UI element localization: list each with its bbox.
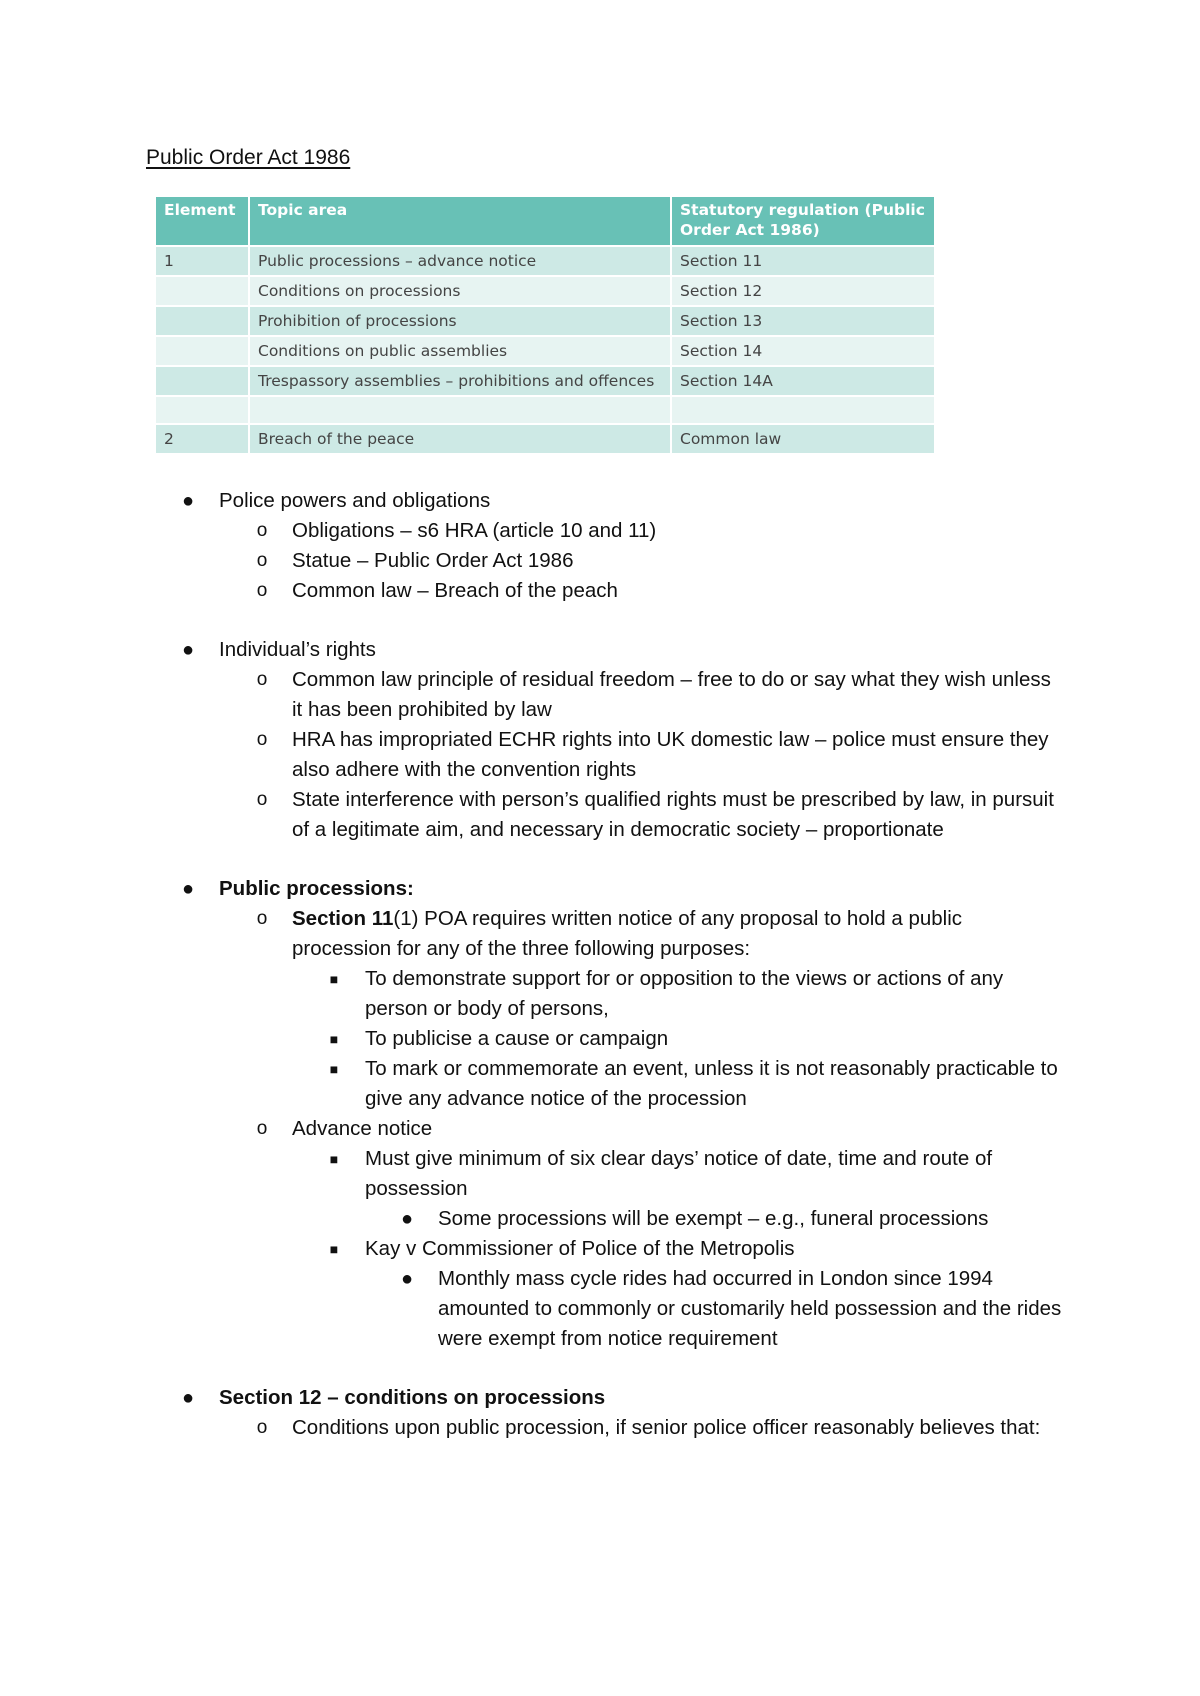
- list-item: [0, 546, 1065, 576]
- cell-topic: Prohibition of processions: [250, 307, 670, 335]
- cell-regulation: Section 13: [672, 307, 934, 335]
- list-item: [0, 665, 1065, 725]
- cell-element: [156, 307, 248, 335]
- list-item: [0, 516, 1065, 546]
- list-item-text: Common law principle of residual freedom – free to do or say what they wish unless it has been prohibited by law: [292, 668, 1051, 721]
- list-item: [0, 1054, 1065, 1114]
- header-element: Element: [156, 197, 248, 245]
- list-item-text: To publicise a cause or campaign: [365, 1027, 669, 1050]
- cell-element: [156, 277, 248, 305]
- list-item: [0, 486, 1200, 516]
- table-row: [156, 277, 934, 305]
- page-title: Public Order Act 1986: [146, 146, 351, 169]
- bullet-dot-icon: ●: [181, 490, 195, 512]
- bullet-dot-icon: ●: [400, 1268, 414, 1290]
- bullet-square-icon: ■: [329, 1241, 339, 1257]
- section-12-heading: Section 12 – conditions on processions: [219, 1386, 606, 1409]
- cell-element: [156, 337, 248, 365]
- bullet-circle-icon: o: [256, 580, 268, 601]
- table-header-row: [156, 197, 934, 245]
- cell-element: [156, 397, 248, 423]
- section-11-text: (1) POA requires written notice of any proposal to hold a public procession for any of the three following purposes:: [292, 907, 963, 960]
- table-row: [156, 247, 934, 275]
- bullet-circle-icon: o: [256, 789, 268, 810]
- cell-regulation: [672, 397, 934, 423]
- list-item: [0, 874, 1200, 904]
- cell-topic: Conditions on public assemblies: [250, 337, 670, 365]
- bullet-dot-icon: ●: [181, 878, 195, 900]
- list-item-text: Advance notice: [292, 1117, 433, 1140]
- list-item: [0, 785, 1065, 845]
- list-item-text: HRA has impropriated ECHR rights into UK domestic law – police must ensure they also adhere with the convention rights: [292, 728, 1049, 781]
- list-item-text: Some processions will be exempt – e.g., funeral processions: [438, 1207, 989, 1230]
- case-name: Kay v Commissioner of Police of the Metropolis: [365, 1237, 795, 1260]
- list-item-text: Conditions upon public procession, if senior police officer reasonably believes that:: [292, 1416, 1041, 1439]
- spacer: [0, 845, 1200, 874]
- header-statutory-regulation: Statutory regulation (Public Order Act 1986): [672, 197, 934, 245]
- bullet-circle-icon: o: [256, 550, 268, 571]
- list-item: [0, 1024, 1065, 1054]
- list-item-text: Common law – Breach of the peach: [292, 579, 618, 602]
- table-row: [156, 425, 934, 453]
- bullet-square-icon: ■: [329, 971, 339, 987]
- notes-list: [0, 486, 1200, 1443]
- spacer: [0, 1354, 1200, 1383]
- list-item-text: To demonstrate support for or opposition to the views or actions of any person or body of persons,: [365, 967, 1004, 1020]
- bullet-dot-icon: ●: [181, 639, 195, 661]
- cell-regulation: Section 14A: [672, 367, 934, 395]
- cell-regulation: Section 14: [672, 337, 934, 365]
- list-item-text: Monthly mass cycle rides had occurred in London since 1994 amounted to commonly or customarily held possession and the rides were exempt from notice requirement: [438, 1267, 1062, 1350]
- header-topic-area: Topic area: [250, 197, 670, 245]
- table-row: [156, 337, 934, 365]
- bullet-circle-icon: o: [256, 1417, 268, 1438]
- table-row-empty: [156, 397, 934, 423]
- list-item-text: Must give minimum of six clear days’ notice of date, time and route of possession: [365, 1147, 993, 1200]
- list-item-text: State interference with person’s qualified rights must be prescribed by law, in pursuit of a legitimate aim, and necessary in democratic society – proportionate: [292, 788, 1054, 841]
- cell-topic: Trespassory assemblies – prohibitions and offences: [250, 367, 670, 395]
- list-item: [0, 635, 1200, 665]
- cell-topic: Breach of the peace: [250, 425, 670, 453]
- list-item: [0, 1383, 1200, 1413]
- police-powers-heading: Police powers and obligations: [219, 489, 491, 512]
- cell-topic: Conditions on processions: [250, 277, 670, 305]
- bullet-circle-icon: o: [256, 669, 268, 690]
- bullet-circle-icon: o: [256, 908, 268, 929]
- list-item: [0, 1234, 1065, 1264]
- cell-element: 1: [156, 247, 248, 275]
- section-11-label: Section 11: [292, 907, 394, 930]
- processions-heading: Public processions:: [219, 877, 414, 900]
- list-item-text: Statue – Public Order Act 1986: [292, 549, 574, 572]
- bullet-circle-icon: o: [256, 1118, 268, 1139]
- list-item-text: To mark or commemorate an event, unless it is not reasonably practicable to give any advance notice of the procession: [365, 1057, 1058, 1110]
- list-item: [0, 1413, 1065, 1443]
- bullet-dot-icon: ●: [400, 1208, 414, 1230]
- spacer: [0, 606, 1200, 635]
- list-item: [0, 1114, 1065, 1144]
- list-item: [0, 904, 1065, 964]
- table-row: [156, 367, 934, 395]
- bullet-dot-icon: ●: [181, 1387, 195, 1409]
- list-item: [0, 576, 1065, 606]
- cell-element: [156, 367, 248, 395]
- cell-element: 2: [156, 425, 248, 453]
- notes-body: [0, 486, 1200, 1443]
- bullet-circle-icon: o: [256, 729, 268, 750]
- list-item: [0, 725, 1065, 785]
- bullet-circle-icon: o: [256, 520, 268, 541]
- cell-regulation: Section 11: [672, 247, 934, 275]
- rights-heading: Individual’s rights: [219, 638, 376, 661]
- list-item: [0, 1204, 1065, 1234]
- bullet-square-icon: ■: [329, 1151, 339, 1167]
- list-item: [0, 1264, 1065, 1354]
- cell-regulation: Common law: [672, 425, 934, 453]
- bullet-square-icon: ■: [329, 1061, 339, 1077]
- cell-topic: [250, 397, 670, 423]
- list-item: [0, 964, 1065, 1024]
- statutory-table: [154, 195, 936, 455]
- table-row: [156, 307, 934, 335]
- bullet-square-icon: ■: [329, 1031, 339, 1047]
- list-item: [0, 1144, 1065, 1204]
- list-item-text: Obligations – s6 HRA (article 10 and 11): [292, 519, 657, 542]
- cell-regulation: Section 12: [672, 277, 934, 305]
- cell-topic: Public processions – advance notice: [250, 247, 670, 275]
